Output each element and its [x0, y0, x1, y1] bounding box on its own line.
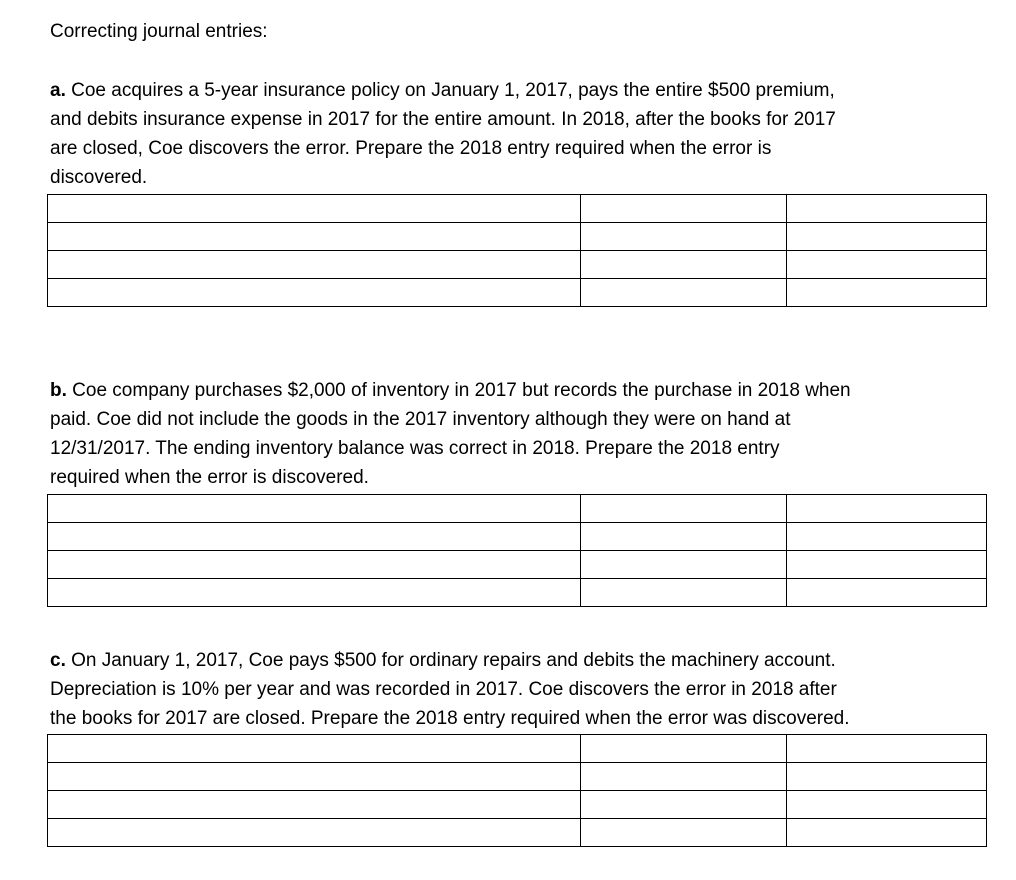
credit-cell[interactable]	[787, 279, 987, 307]
problem-b-line-4: required when the error is discovered.	[50, 467, 369, 488]
problem-a-line-2: and debits insurance expense in 2017 for the entire amount. In 2018, after the books for 2017	[50, 109, 836, 130]
problem-a-letter: a.	[50, 80, 66, 101]
problem-c-line-1: c. On January 1, 2017, Coe pays $500 for ordinary repairs and debits the machinery account.	[50, 650, 836, 671]
table-row	[48, 279, 987, 307]
debit-cell[interactable]	[581, 223, 787, 251]
table-row	[48, 579, 987, 607]
account-cell[interactable]	[48, 223, 581, 251]
account-cell[interactable]	[48, 279, 581, 307]
problem-b-letter: b.	[50, 380, 67, 401]
credit-cell[interactable]	[787, 523, 987, 551]
credit-cell[interactable]	[787, 251, 987, 279]
account-cell[interactable]	[48, 579, 581, 607]
problem-c-letter: c.	[50, 650, 66, 671]
account-cell[interactable]	[48, 523, 581, 551]
credit-cell[interactable]	[787, 495, 987, 523]
account-cell[interactable]	[48, 551, 581, 579]
problem-b-line-3: 12/31/2017. The ending inventory balance was correct in 2018. Prepare the 2018 entry	[50, 438, 780, 459]
account-cell[interactable]	[48, 195, 581, 223]
table-row	[48, 223, 987, 251]
credit-cell[interactable]	[787, 791, 987, 819]
credit-cell[interactable]	[787, 551, 987, 579]
debit-cell[interactable]	[581, 791, 787, 819]
debit-cell[interactable]	[581, 279, 787, 307]
problem-a-line-3: are closed, Coe discovers the error. Prepare the 2018 entry required when the error is	[50, 138, 772, 159]
page-title: Correcting journal entries:	[50, 21, 268, 42]
debit-cell[interactable]	[581, 579, 787, 607]
problem-a-text	[50, 76, 980, 192]
table-row	[48, 251, 987, 279]
debit-cell[interactable]	[581, 495, 787, 523]
problem-a-line-4: discovered.	[50, 167, 148, 188]
problem-c-text	[50, 646, 980, 733]
problem-c-line-2: Depreciation is 10% per year and was recorded in 2017. Coe discovers the error in 2018 after	[50, 679, 837, 700]
problem-c-line-3: the books for 2017 are closed. Prepare the 2018 entry required when the error was discovered.	[50, 708, 850, 729]
table-row	[48, 763, 987, 791]
account-cell[interactable]	[48, 735, 581, 763]
journal-entry-table-a	[47, 194, 987, 307]
debit-cell[interactable]	[581, 251, 787, 279]
credit-cell[interactable]	[787, 195, 987, 223]
credit-cell[interactable]	[787, 223, 987, 251]
journal-entry-table-b	[47, 494, 987, 607]
credit-cell[interactable]	[787, 735, 987, 763]
problem-b-text	[50, 376, 980, 492]
journal-entry-table-c	[47, 734, 987, 847]
debit-cell[interactable]	[581, 523, 787, 551]
table-row	[48, 495, 987, 523]
debit-cell[interactable]	[581, 551, 787, 579]
problem-b-line-2: paid. Coe did not include the goods in the 2017 inventory although they were on hand at	[50, 409, 791, 430]
problem-b-line-1: b. Coe company purchases $2,000 of inventory in 2017 but records the purchase in 2018 when	[50, 380, 851, 401]
table-row	[48, 551, 987, 579]
table-row	[48, 791, 987, 819]
table-row	[48, 523, 987, 551]
problem-a-line-1: a. Coe acquires a 5-year insurance policy on January 1, 2017, pays the entire $500 premium,	[50, 80, 835, 101]
credit-cell[interactable]	[787, 819, 987, 847]
account-cell[interactable]	[48, 791, 581, 819]
table-row	[48, 195, 987, 223]
credit-cell[interactable]	[787, 579, 987, 607]
credit-cell[interactable]	[787, 763, 987, 791]
debit-cell[interactable]	[581, 819, 787, 847]
table-row	[48, 819, 987, 847]
debit-cell[interactable]	[581, 735, 787, 763]
debit-cell[interactable]	[581, 763, 787, 791]
account-cell[interactable]	[48, 763, 581, 791]
account-cell[interactable]	[48, 495, 581, 523]
account-cell[interactable]	[48, 819, 581, 847]
table-row	[48, 735, 987, 763]
account-cell[interactable]	[48, 251, 581, 279]
debit-cell[interactable]	[581, 195, 787, 223]
